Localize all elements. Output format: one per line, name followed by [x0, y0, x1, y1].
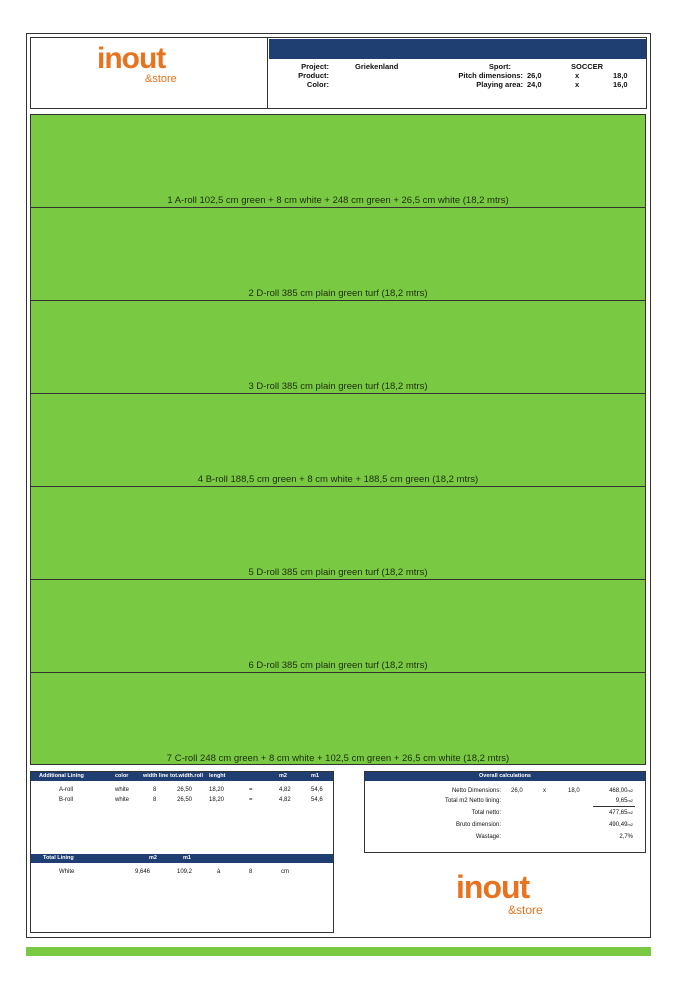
pitch-label: Pitch dimensions: [458, 71, 523, 80]
netto-value: $468,00^{m2}$ [609, 788, 633, 794]
sum-rule [593, 806, 635, 807]
project-label: Project: [301, 62, 329, 71]
playing-label: Playing area: [476, 80, 523, 89]
logo-top: inout &store [97, 42, 177, 85]
total-lining-header: Total Lining m2 m1 [31, 854, 333, 863]
overall-calculations-box [364, 771, 646, 853]
logo-bottom: inout &store [456, 869, 543, 917]
playing-w: 24,0 [527, 80, 542, 89]
roll-divider [31, 672, 645, 673]
roll-label-1: 1 A-roll 102,5 cm green + 8 cm white + 248 cm green + 26,5 cm white (18,2 mtrs) [167, 195, 509, 206]
total-value: $477,65^{m2}$ [609, 810, 633, 816]
bruto-value: $490,49^{m2}$ [609, 822, 633, 828]
color-label: Color: [306, 80, 329, 89]
footer-bar [26, 947, 651, 956]
pitch-h: 18,0 [613, 71, 628, 80]
roll-label-6: 6 D-roll 385 cm plain green turf (18,2 mtrs) [248, 660, 428, 671]
bruto-label: Bruto dimension: [455, 822, 501, 828]
roll-label-4: 4 B-roll 188,5 cm green + 8 cm white + 188,5 cm green (18,2 mtrs) [197, 474, 479, 485]
wastage-value: 2,7% [619, 834, 633, 840]
overall-calculations-header: Overall calculations [365, 772, 645, 781]
project-value: Griekenland [355, 62, 399, 71]
sport-label: Sport: [488, 62, 511, 71]
sport-value: SOCCER [571, 62, 604, 71]
roll-divider [31, 300, 645, 301]
product-label: Product: [298, 71, 329, 80]
additional-lining-header: Additional Lining color width line tot.width.roll lenght m2 m1 [31, 772, 333, 781]
netto-h: 18,0 [568, 788, 580, 794]
playing-x: x [575, 80, 580, 89]
roll-label-2: 2 D-roll 385 cm plain green turf (18,2 mtrs) [248, 288, 428, 299]
header-band [269, 39, 646, 59]
pitch-layout [30, 114, 646, 765]
netto-label: Netto Dimensions: [451, 788, 501, 794]
lining-label: Total m2 Netto lining: [444, 798, 501, 804]
playing-h: 16,0 [613, 80, 628, 89]
lining-box: Additional Lining color width line tot.width.roll lenght m2 m1 A-roll white 8 26,50 18,20 = 4,82 54,6 B-roll white 8 26,50 18,20 = 4,82 54,6 Total Lining m2 m1 White 9,646 109,2 à 8 cm [30, 771, 334, 933]
roll-label-5: 5 D-roll 385 cm plain green turf (18,2 mtrs) [248, 567, 428, 578]
roll-divider [31, 579, 645, 580]
header-box [30, 37, 647, 109]
roll-divider [31, 486, 645, 487]
roll-divider [31, 207, 645, 208]
wastage-label: Wastage: [475, 834, 501, 840]
netto-w: 26,0 [511, 788, 523, 794]
lining-value: $9,65^{m2}$ [615, 798, 633, 804]
pitch-w: 26,0 [527, 71, 542, 80]
total-label: Total netto: [471, 810, 501, 816]
roll-divider [31, 393, 645, 394]
roll-label-7: 7 C-roll 248 cm green + 8 cm white + 102,5 cm green + 26,5 cm white (18,2 mtrs) [166, 753, 510, 764]
roll-label-3: 3 D-roll 385 cm plain green turf (18,2 mtrs) [248, 381, 428, 392]
netto-x: x [543, 788, 546, 794]
pitch-x: x [575, 71, 580, 80]
